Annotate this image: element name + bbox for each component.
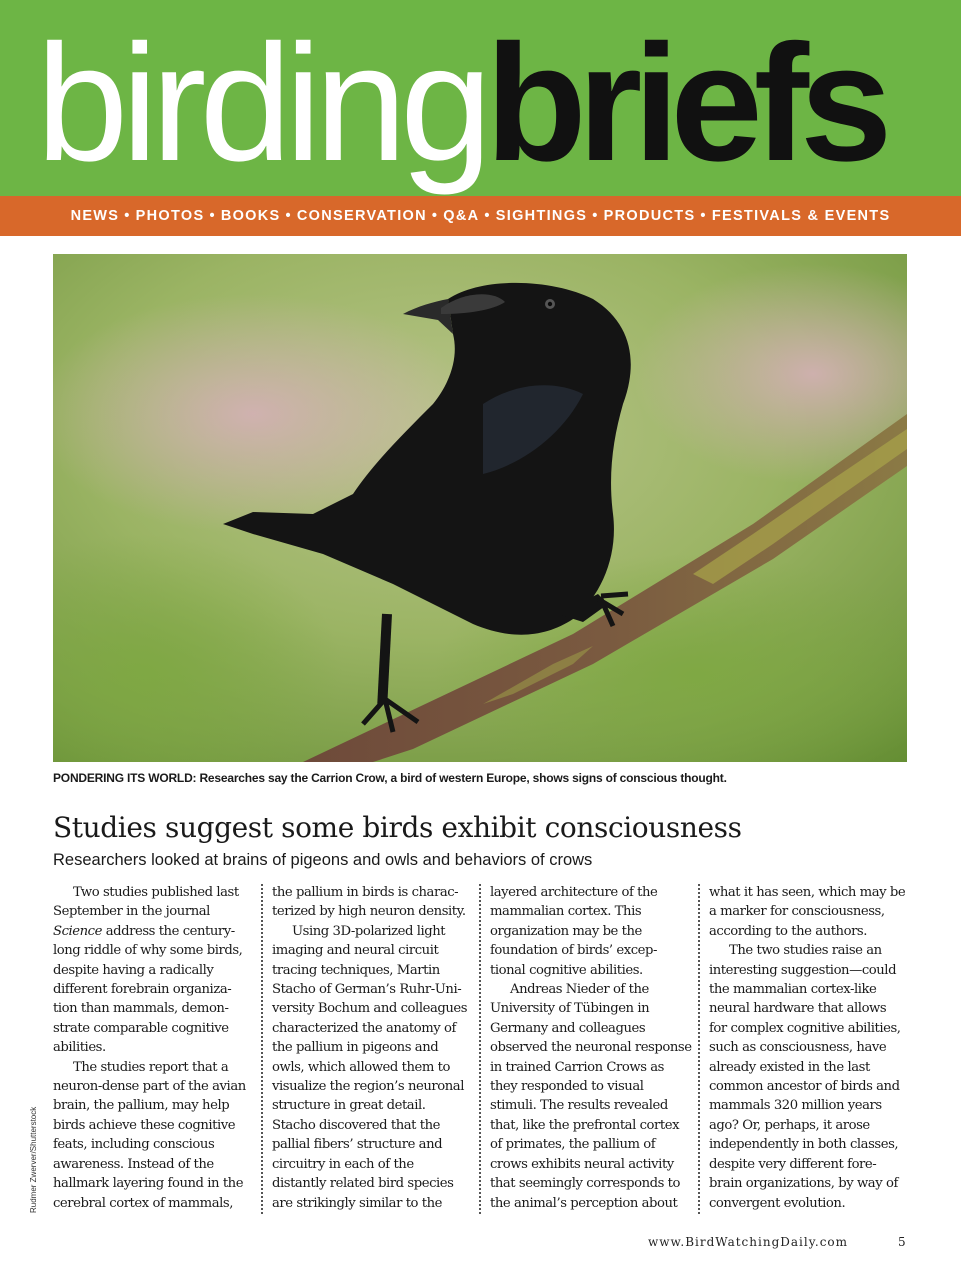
footer-url[interactable]: www.BirdWatchingDaily.com	[648, 1235, 849, 1249]
article-text-line: Andreas Nieder of the	[510, 982, 649, 998]
article-text-line: such as consciousness, have	[709, 1040, 887, 1056]
article-text-line: stimuli. The results revealed	[490, 1098, 668, 1114]
article-text-line: abilities.	[53, 1040, 106, 1056]
nav-separator: •	[124, 208, 131, 224]
article-text-line: The studies report that a	[73, 1059, 229, 1075]
article-text-line: birds achieve these cognitive	[53, 1117, 236, 1133]
column-divider	[261, 884, 263, 1214]
article-text-line: visualize the region’s neuronal	[272, 1079, 464, 1095]
article-text-line: organization may be the	[490, 923, 642, 939]
nav-item-q-a[interactable]: Q&A	[443, 208, 480, 224]
article-headline: Studies suggest some birds exhibit consciousness	[53, 811, 742, 844]
article-text-line: neural hardware that allows	[709, 1001, 887, 1017]
article-text-line: pallial fibers’ structure and	[272, 1137, 443, 1153]
article-text-line: terized by high neuron density.	[272, 904, 466, 920]
article-text-line: ago? Or, perhaps, it arose	[709, 1117, 870, 1133]
article-column-3	[490, 883, 690, 1213]
photo-credit: Rudmer Zwerver/Shutterstock	[29, 1106, 38, 1213]
article-text-line: University of Tübingen in	[490, 1001, 650, 1017]
article-text-line: brain, the pallium, may help	[53, 1098, 230, 1114]
article-text-line: distantly related bird species	[272, 1176, 454, 1192]
masthead	[0, 0, 961, 196]
article-text-line: tion than mammals, demon-	[53, 1001, 229, 1017]
nav-separator: •	[700, 208, 707, 224]
article-text-line: awareness. Instead of the	[53, 1156, 214, 1172]
article-column-2	[272, 883, 472, 1213]
article-text-line: of primates, the pallium of	[490, 1137, 656, 1153]
article-text-line: mammalian cortex. This	[490, 904, 642, 920]
article-text-line: cerebral cortex of mammals,	[53, 1195, 233, 1211]
article-text-line: The two studies raise an	[729, 943, 882, 959]
article-text-line: interesting suggestion—could	[709, 962, 897, 978]
article-text-line: Germany and colleagues	[490, 1020, 646, 1036]
nav-item-sightings[interactable]: SIGHTINGS	[495, 208, 588, 224]
article-text-line: for complex cognitive abilities,	[709, 1020, 901, 1036]
masthead-title-light: birding	[36, 11, 486, 196]
article-text-line: the mammalian cortex-like	[709, 982, 877, 998]
article-text-line: tracing techniques, Martin	[272, 962, 440, 978]
article-text-line: imaging and neural circuit	[272, 943, 439, 959]
nav-item-products[interactable]: PRODUCTS	[603, 208, 696, 224]
article-text-line: brain organizations, by way of	[709, 1176, 898, 1192]
article-text-line: structure in great detail.	[272, 1098, 426, 1114]
article-text-line: Two studies published last	[73, 885, 239, 900]
article-text-line: September in the journal	[53, 904, 210, 920]
column-divider	[479, 884, 481, 1214]
nav-item-books[interactable]: BOOKS	[220, 208, 281, 224]
article-text-line: crows exhibits neural activity	[490, 1156, 674, 1172]
nav-separator: •	[484, 208, 491, 224]
section-nav	[0, 196, 961, 236]
article-text-line: Science address the century-	[53, 923, 235, 939]
nav-separator: •	[285, 208, 292, 224]
article-text-line: long riddle of why some birds,	[53, 943, 243, 959]
article-text-line: are strikingly similar to the	[272, 1195, 443, 1211]
article-text-line: different forebrain organiza-	[53, 982, 232, 998]
nav-item-photos[interactable]: PHOTOS	[135, 208, 205, 224]
nav-separator: •	[431, 208, 439, 224]
article-text-line: they responded to visual	[490, 1079, 644, 1095]
column-divider	[698, 884, 700, 1214]
article-text-line: owls, which allowed them to	[272, 1059, 451, 1075]
article-text-line: convergent evolution.	[709, 1195, 846, 1211]
article-text-line: strate comparable cognitive	[53, 1020, 229, 1036]
article-text-line: tional cognitive abilities.	[490, 962, 643, 978]
article-text-line: observed the neuronal response	[490, 1040, 692, 1056]
article-text-line: common ancestor of birds and	[709, 1079, 900, 1095]
article-text-line: Using 3D-polarized light	[292, 923, 446, 939]
nav-item-conservation[interactable]: CONSERVATION	[296, 208, 427, 224]
article-column-4	[709, 883, 909, 1213]
article-text-line: that, like the prefrontal cortex	[490, 1117, 680, 1133]
article-text-line: already existed in the last	[709, 1059, 870, 1075]
article-text-line: mammals 320 million years	[709, 1098, 882, 1114]
nav-separator: •	[592, 208, 599, 224]
article-text-line: a marker for consciousness,	[709, 904, 885, 920]
nav-item-news[interactable]: NEWS	[70, 208, 120, 224]
article-text-line: the animal’s perception about	[490, 1195, 678, 1211]
crow-photo	[53, 254, 907, 762]
nav-item-festivals-events[interactable]: FESTIVALS & EVENTS	[711, 208, 891, 224]
article-text-line: layered architecture of the	[490, 885, 658, 900]
article-text-line: Stacho of German’s Ruhr-Uni-	[272, 982, 462, 998]
article-text-line: despite very different fore-	[709, 1156, 877, 1172]
article-text-line: according to the authors.	[709, 923, 867, 939]
article-text-line: foundation of birds’ excep-	[490, 943, 658, 959]
article-text-line: that seemingly corresponds to	[490, 1176, 681, 1192]
article-text-line: hallmark layering found in the	[53, 1176, 244, 1192]
photo-caption: PONDERING ITS WORLD: Researches say the Carrion Crow, a bird of western Europe, shows signs of conscious thought.	[53, 771, 727, 785]
masthead-title-bold: briefs	[485, 11, 884, 196]
article-text-line: what it has seen, which may be	[709, 885, 906, 900]
page-number: 5	[898, 1235, 906, 1249]
article-text-line: characterized the anatomy of	[272, 1020, 456, 1036]
article-text-line: neuron-dense part of the avian	[53, 1079, 246, 1095]
nav-separator: •	[209, 208, 216, 224]
article-column-1	[53, 883, 253, 1213]
article-text-line: in trained Carrion Crows as	[490, 1059, 664, 1075]
masthead-title	[36, 11, 884, 196]
article-text-line: Stacho discovered that the	[272, 1117, 440, 1133]
article-text-line: the pallium in birds is charac-	[272, 885, 459, 900]
article-text-line: versity Bochum and colleagues	[272, 1001, 468, 1017]
article-text-line: despite having a radically	[53, 962, 214, 978]
article-text-line: the pallium in pigeons and	[272, 1040, 439, 1056]
article-text-line: feats, including conscious	[53, 1137, 215, 1153]
article-subhead: Researchers looked at brains of pigeons and owls and behaviors of crows	[53, 851, 593, 869]
article-text-line: independently in both classes,	[709, 1137, 899, 1153]
article-text-line: circuitry in each of the	[272, 1156, 414, 1172]
